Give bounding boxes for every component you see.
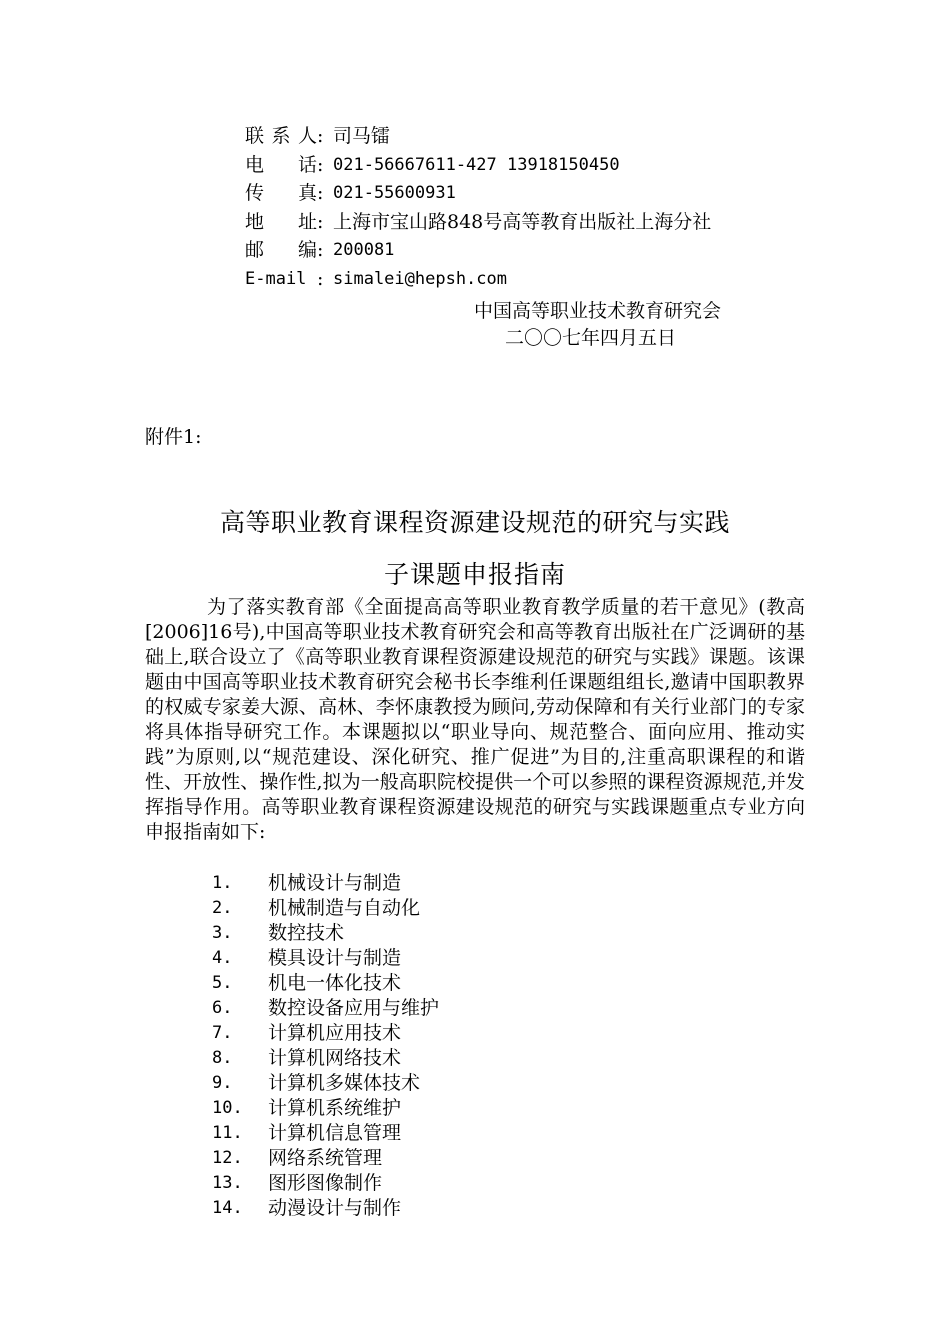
list-item-number: 12. <box>212 1148 243 1168</box>
contact-person-value: 司马镭 <box>333 125 391 147</box>
list-item-label: 机械制造与自动化 <box>268 897 421 919</box>
list-item <box>212 1071 439 1096</box>
contact-postcode-value: 200081 <box>333 240 395 260</box>
contact-colon: : <box>317 153 324 176</box>
list-item-number: 5. <box>212 973 233 993</box>
list-item <box>212 946 439 971</box>
list-item <box>212 1196 439 1221</box>
contact-row-phone <box>245 151 711 180</box>
list-item <box>212 871 439 896</box>
list-item <box>212 1171 439 1196</box>
list-item-label: 机电一体化技术 <box>268 972 402 994</box>
signature-organization: 中国高等职业技术教育研究会 <box>474 300 722 322</box>
list-item-number: 11. <box>212 1123 243 1143</box>
list-item-label: 计算机多媒体技术 <box>268 1072 421 1094</box>
contact-block <box>245 122 711 293</box>
list-item-label: 网络系统管理 <box>268 1147 383 1169</box>
list-item-label: 图形图像制作 <box>268 1172 383 1194</box>
contact-label: 传真 <box>245 182 317 204</box>
list-item <box>212 1021 439 1046</box>
contact-label: 电话 <box>245 153 317 176</box>
list-item-label: 计算机网络技术 <box>268 1047 402 1069</box>
list-item <box>212 1121 439 1146</box>
contact-colon: : <box>317 239 324 261</box>
list-item-label: 数控技术 <box>268 922 345 944</box>
list-item <box>212 1046 439 1071</box>
list-item-label: 动漫设计与制作 <box>268 1197 402 1219</box>
list-item-number: 4. <box>212 948 233 968</box>
contact-colon: : <box>317 210 324 233</box>
list-item-number: 9. <box>212 1073 233 1093</box>
contact-phone-value: 021-56667611-427 13918150450 <box>333 154 620 175</box>
document-subtitle: 子课题申报指南 <box>383 560 566 589</box>
list-item-number: 14. <box>212 1198 243 1218</box>
list-item-number: 13. <box>212 1173 243 1193</box>
list-item <box>212 896 439 921</box>
contact-address-value: 上海市宝山路848号高等教育出版社上海分社 <box>333 210 712 233</box>
list-item-label: 计算机系统维护 <box>268 1097 402 1119</box>
list-item <box>212 1146 439 1171</box>
list-item-label: 数控设备应用与维护 <box>268 997 440 1019</box>
intro-paragraph: 为了落实教育部《全面提高高等职业教育教学质量的若干意见》(教高[2006]16号),中国高等职业技术教育研究会和高等教育出版社在广泛调研的基础上,联合设立了《高等职业教育课程资源建设规范的研究与实践》课题。该课题由中国高等职业技术教育研究会秘书长李维利任课题组组长,邀请中国职教界的权威专家姜大源、高林、李怀康教授为顾问,劳动保障和有关行业部门的专家将具体指导研究工作。本课题拟以“职业导向、规范整合、面向应用、推动实践”为原则,以“规范建设、深化研究、推广促进”为目的,注重高职课程的和谐性、开放性、操作性,拟为一般高职院校提供一个可以参照的课程资源规范,并发挥指导作用。高等职业教育课程资源建设规范的研究与实践课题重点专业方向申报指南如下: <box>145 596 805 843</box>
contact-colon: : <box>317 267 324 290</box>
contact-email-value: simalei@hepsh.com <box>333 268 507 289</box>
major-list <box>212 871 439 1221</box>
document-title: 高等职业教育课程资源建设规范的研究与实践 <box>219 508 730 537</box>
contact-colon: : <box>317 182 324 204</box>
contact-row-postcode <box>245 236 711 265</box>
contact-row-person <box>245 122 711 151</box>
list-item <box>212 971 439 996</box>
list-item <box>212 1096 439 1121</box>
list-item-number: 10. <box>212 1098 243 1118</box>
list-item-label: 机械设计与制造 <box>268 872 402 894</box>
list-item-number: 7. <box>212 1023 233 1043</box>
list-item-number: 1. <box>212 873 233 893</box>
contact-row-fax <box>245 179 711 208</box>
contact-label: 地址 <box>245 210 317 233</box>
contact-row-email <box>245 265 711 294</box>
list-item-label: 模具设计与制造 <box>268 947 402 969</box>
contact-colon: : <box>317 125 324 147</box>
contact-label: E-mail <box>245 268 307 289</box>
list-item <box>212 921 439 946</box>
contact-fax-value: 021-55600931 <box>333 183 456 203</box>
list-item-number: 3. <box>212 923 233 943</box>
list-item-number: 2. <box>212 898 233 918</box>
contact-label: 邮编 <box>245 239 317 261</box>
attachment-label: 附件1: <box>145 426 202 448</box>
list-item-label: 计算机信息管理 <box>268 1122 402 1144</box>
list-item-number: 8. <box>212 1048 233 1068</box>
list-item-number: 6. <box>212 998 233 1018</box>
list-item <box>212 996 439 1021</box>
contact-label: 联系人 <box>245 125 317 147</box>
list-item-label: 计算机应用技术 <box>268 1022 402 1044</box>
signature-date: 二〇〇七年四月五日 <box>505 327 677 349</box>
contact-row-address <box>245 208 711 237</box>
